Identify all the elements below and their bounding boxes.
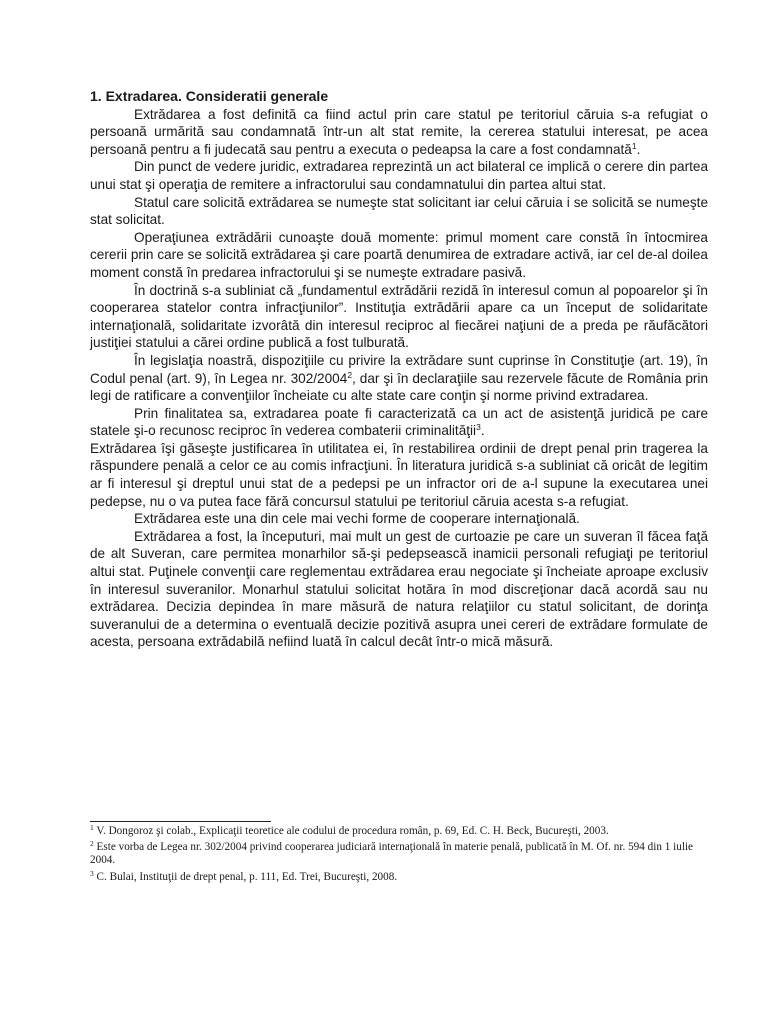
section-heading: 1. Extradarea. Consideratii generale [90, 88, 329, 104]
footnote-text: V. Dongoroz şi colab., Explicaţii teoretice ale codului de procedura român, p. 69, Ed. C. H. Beck, Bucureşti, 2003. [93, 825, 609, 837]
paragraph-text: Extrădarea a fost, la începuturi, mai mult un gest de curtoazie pe care un suveran îl făcea faţă de alt Suveran, care permitea monarhilor să-şi pedepsească inamicii personali refugiaţi pe teritoriul altui stat. Puţinele convenţii care reglementau extrădarea erau negociate şi încheiate aproape exclusiv în interesul suveranilor. Monarhul statului solicitat hotăra în mod discreţionar dacă acordă sau nu extrădarea. Decizia depindea în mare măsură de natura relaţiilor cu statul solicitant, de dorinţa suveranului de a determina o eventuală decizie pozitivă asupra unei cereri de extrădare formulate de acesta, persoana extrădabilă nefiind luată în calcul decât într-o mică măsură. [90, 528, 708, 650]
footnote-text: Este vorba de Legea nr. 302/2004 privind cooperarea judiciară internaţională în materie penală, publicată în M. Of. nr. 594 din 1 iulie 2004. [90, 841, 694, 867]
paragraph-text: Operaţiunea extrădării cunoaşte două momente: primul moment care constă în întocmirea cererii prin care se solicită extrădarea şi care poartă denumirea de extradare activă, iar cel de-al doilea moment constă în predarea infractorului şi se numeşte extradare pasivă. [90, 229, 708, 280]
paragraph-text: În doctrină s-a subliniat că „fundamentul extrădării rezidă în interesul comun al popoarelor şi în cooperarea statelor contra infracţiunilor”. Instituţia extrădării apare ca un început de solidaritate internaţională, solidaritate izvorâtă din interesul reciproc al fiecărei naţiuni de a preda pe răufăcători justiţiei statului a cărei ordine publică a fost tulburată. [90, 282, 708, 351]
paragraph-text: Extrădarea a fost definită ca fiind actul prin care statul pe teritoriul căruia s-a refugiat o persoană urmărită sau condamnată într-un alt stat remite, la cererea statului interesat, pe acea persoană pentru a fi judecată sau pentru a executa o pedeapsa la care a fost condamnată [90, 106, 708, 157]
paragraph [90, 528, 708, 651]
paragraph-text: Statul care solicită extrădarea se numeşte stat solicitant iar celui căruia i se solicită se numeşte stat solicitat. [90, 194, 708, 228]
paragraph [90, 405, 708, 440]
footnote-reference: 2 [347, 369, 353, 380]
footnote [90, 825, 708, 838]
paragraph [90, 194, 708, 229]
paragraph-text: Din punct de vedere juridic, extradarea reprezintă un act bilateral ce implică o cerere din partea unui stat şi operaţia de remitere a infractorului sau condamnatului din partea altui stat. [90, 159, 708, 192]
footnote-text: C. Bulai, Instituţii de drept penal, p. 111, Ed. Trei, Bucureşti, 2008. [93, 870, 398, 883]
paragraph [90, 282, 708, 352]
paragraph-text: În legislaţia noastră, dispoziţiile cu privire la extrădare sunt cuprinse în Constituţie (art. 19), în Codul penal (art. 9), în Legea nr. 302/2004 [90, 352, 708, 386]
footnote-reference: 3 [476, 422, 481, 433]
paragraph [90, 229, 708, 282]
paragraph-text: . [636, 141, 641, 157]
footnote [90, 841, 708, 867]
footnote-number: 3 [90, 868, 94, 878]
document-body [90, 88, 708, 651]
paragraph-text: , dar şi în declaraţiile sau rezervele făcute de România prin legi de ratificare a convenţiilor încheiate cu alte state care conţin şi norme privind extradarea. [90, 370, 709, 404]
paragraph [90, 440, 708, 510]
footnotes-section [90, 825, 708, 887]
paragraph [90, 158, 708, 193]
footnote-separator [90, 821, 271, 822]
paragraph [90, 352, 708, 405]
paragraph-text: Prin finalitatea sa, extradarea poate fi caracterizată ca un act de asistenţă juridică pe care statele şi-o recunosc reciproc în vederea combaterii criminalităţii [90, 405, 708, 439]
footnote [90, 868, 708, 884]
paragraph [90, 510, 708, 528]
paragraph [90, 106, 708, 159]
footnote-number: 2 [90, 839, 94, 849]
footnote-reference: 1 [631, 140, 637, 151]
paragraph-list [90, 106, 708, 651]
footnote-number: 1 [90, 823, 94, 832]
paragraph-text: Extrădarea este una din cele mai vechi forme de cooperare internaţională. [134, 511, 580, 527]
paragraph-text: Extrădarea îşi găseşte justificarea în utilitatea ei, în restabilirea ordinii de drept penal prin tragerea la răspundere penală a celor ce au comis infracţiuni. În literatura juridică s-a subliniat că oricât de legitim ar fi interesul şi dreptul unui stat de a pedepsi pe un infractor ori de a-l supune la executarea unei pedepse, nu o va putea face fără concursul statului pe teritoriul căruia acesta s-a refugiat. [90, 440, 708, 509]
paragraph-text: . [480, 423, 485, 439]
